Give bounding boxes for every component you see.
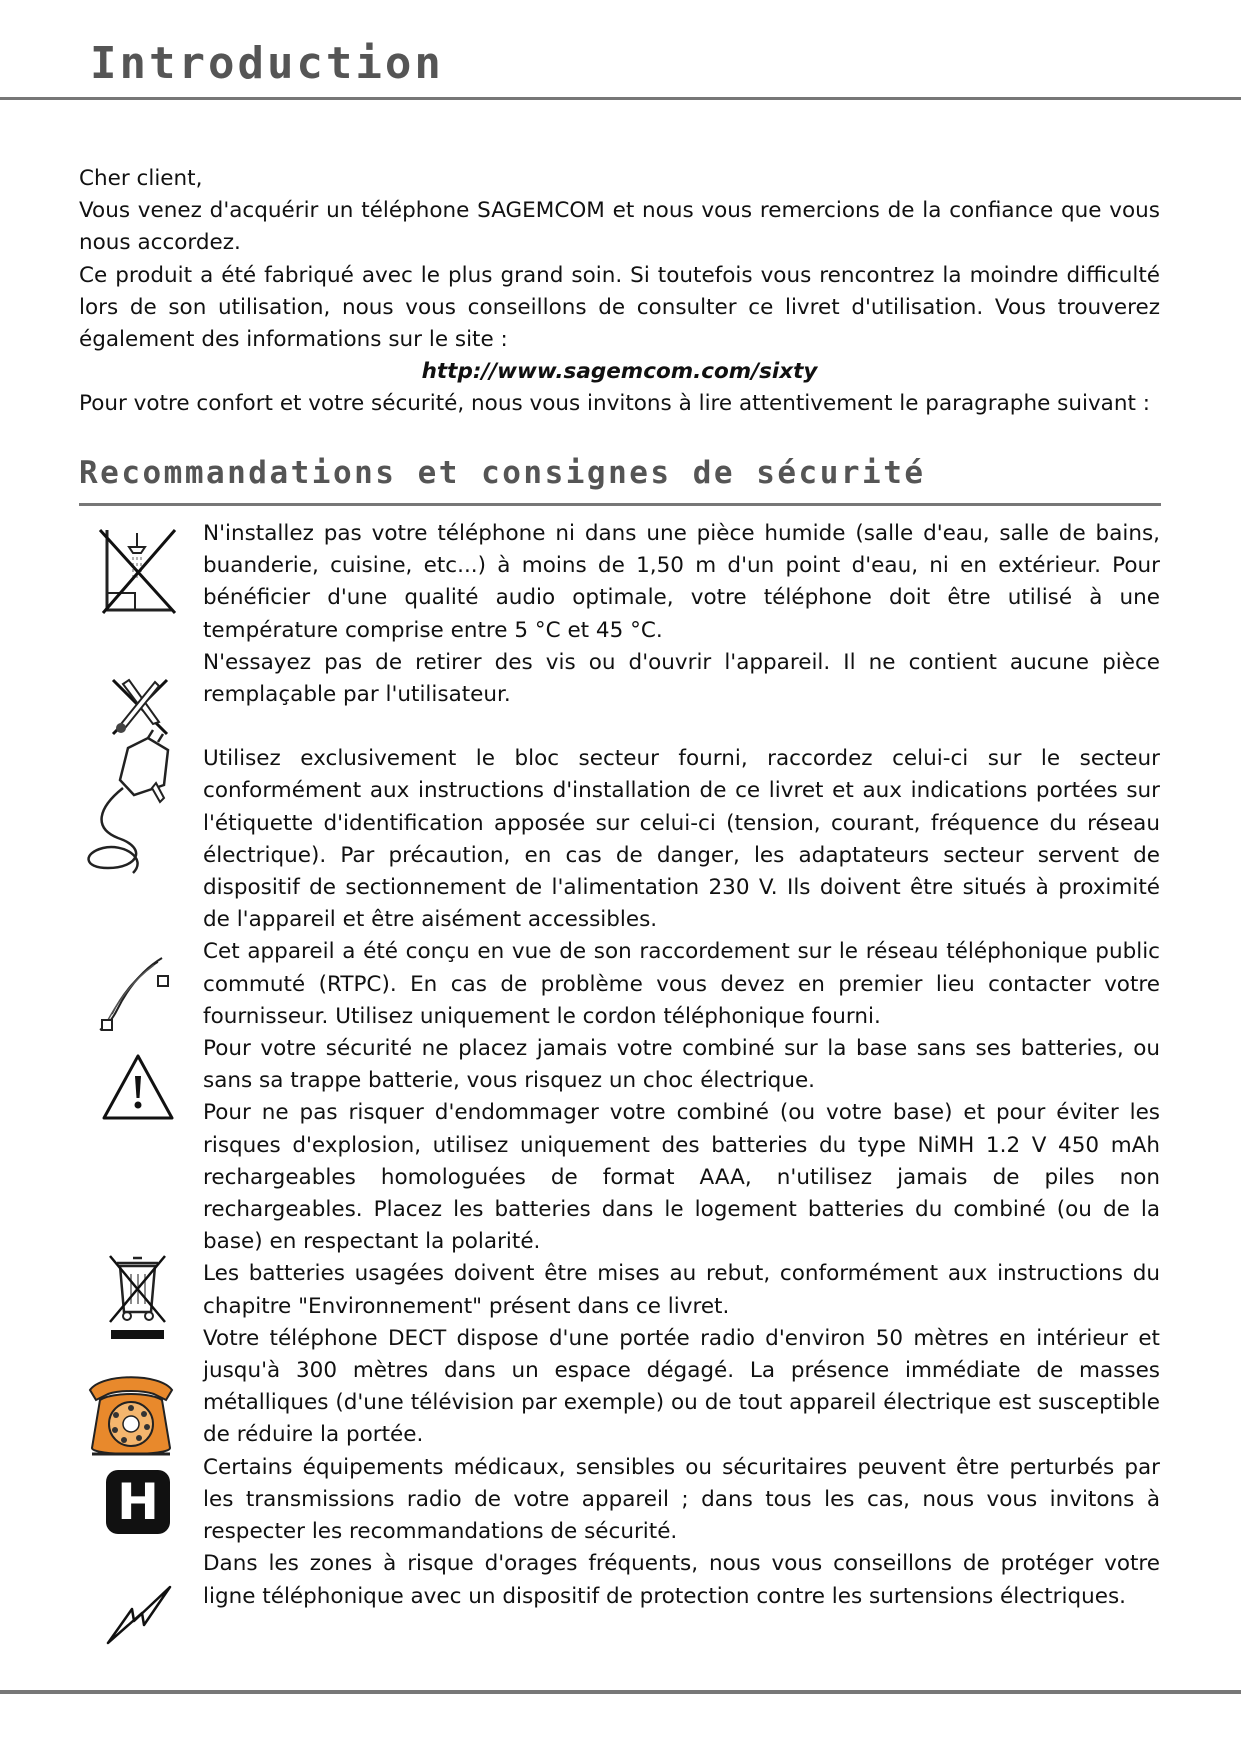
instruction-battery-disposal: Les batteries usagées doivent être mises au rebut, conformément aux instructions du chapitre "Environnement" présent dans ce livret. xyxy=(203,1261,1160,1319)
power-adapter-icon xyxy=(78,728,178,883)
instruction-power-adapter: Utilisez exclusivement le bloc secteur fourni, raccordez celui-ci sur le secteur conformément aux instructions d'installation de ce livret et aux indications portées sur l'étiquette d'identification apposée sur celui-ci (tension, courant, fréquence du réseau électrique). Par précaution, en cas de danger, les adaptateurs secteur servent de dispositif de sectionnement de l'alimentation 230 V. Ils doivent être situés à proximité de l'appareil et être aisément accessibles. xyxy=(203,746,1160,933)
instruction-medical: Certains équipements médicaux, sensibles ou sécuritaires peuvent être perturbés par les transmissions radio de votre appareil ; dans tous les cas, nous vous invitons à respecter les recommandations de sécurité. xyxy=(203,1454,1160,1545)
intro-paragraph-3: Pour votre confort et votre sécurité, nous vous invitons à lire attentivement le paragraphe suivant : xyxy=(79,391,1150,417)
instruction-radio-range: Votre téléphone DECT dispose d'une portée radio d'environ 50 mètres en intérieur et jusqu'à 300 mètres dans un espace dégagé. La présence immédiate de masses métalliques (d'une télévision par exemple) ou de tout appareil électrique est susceptible de réduire la portée. xyxy=(203,1325,1160,1448)
instruction-lightning: Dans les zones à risque d'orages fréquents, nous vous conseillons de protéger votre ligne téléphonique avec un dispositif de protection contre les surtensions électriques. xyxy=(203,1551,1160,1609)
instruction-battery-type: Pour ne pas risquer d'endommager votre combiné (ou votre base) et pour éviter les risques d'explosion, utilisez uniquement des batteries du type NiMH 1.2 V 450 mAh rechargeables homologuées de format AAA, n'utilisez jamais de piles non rechargeables. Placez les batteries dans le logement batteries du combiné (ou de la base) en respectant la polarité. xyxy=(203,1100,1160,1255)
safety-instructions xyxy=(203,518,1160,1613)
retro-phone-icon xyxy=(82,1368,180,1460)
section-divider xyxy=(79,503,1161,506)
section-title: Recommandations et consignes de sécurité xyxy=(79,455,926,491)
hospital-icon xyxy=(106,1470,170,1534)
phone-cord-icon xyxy=(92,950,177,1035)
lightning-icon xyxy=(104,1585,174,1645)
intro-greeting: Cher client, xyxy=(79,166,203,191)
page-title: Introduction xyxy=(90,38,444,89)
footer-divider xyxy=(0,1690,1241,1694)
hospital-letter: H xyxy=(117,1473,159,1531)
no-humidity-icon xyxy=(95,525,180,620)
instruction-phone-network: Cet appareil a été conçu en vue de son raccordement sur le réseau téléphonique public commuté (RTPC). En cas de problème vous devez en premier lieu contacter votre fournisseur. Utilisez uniquement le cordon téléphonique fourni. xyxy=(203,939,1160,1029)
warning-icon xyxy=(100,1052,176,1122)
instruction-no-opening: N'essayez pas de retirer des vis ou d'ouvrir l'appareil. Il ne contient aucune pièce remplaçable par l'utilisateur. xyxy=(203,649,1160,708)
intro-block xyxy=(79,163,1160,421)
intro-paragraph-1: Vous venez d'acquérir un téléphone SAGEMCOM et nous vous remercions de la confiance que vous nous accordez. xyxy=(79,198,1160,256)
instruction-humidity: N'installez pas votre téléphone ni dans une pièce humide (salle d'eau, salle de bains, buanderie, cuisine, etc...) à moins de 1,50 m d'un point d'eau, ni en extérieur. Pour bénéficier d'une qualité audio optimale, votre téléphone doit être utilisé à une température comprise entre 5 °C et 45 °C. xyxy=(203,521,1160,643)
instruction-battery-safety: Pour votre sécurité ne placez jamais votre combiné sur la base sans ses batteries, ou sans sa trappe batterie, vous risquez un choc électrique. xyxy=(203,1036,1160,1094)
intro-paragraph-2: Ce produit a été fabriqué avec le plus grand soin. Si toutefois vous rencontrez la moindre difficulté lors de son utilisation, nous vous conseillons de consulter ce livret d'utilisation. Vous trouverez également des informations sur le site : xyxy=(79,262,1160,353)
website-link[interactable]: http://www.sagemcom.com/sixty xyxy=(421,359,818,385)
title-divider xyxy=(0,97,1241,100)
recycle-bin-icon xyxy=(105,1248,170,1340)
